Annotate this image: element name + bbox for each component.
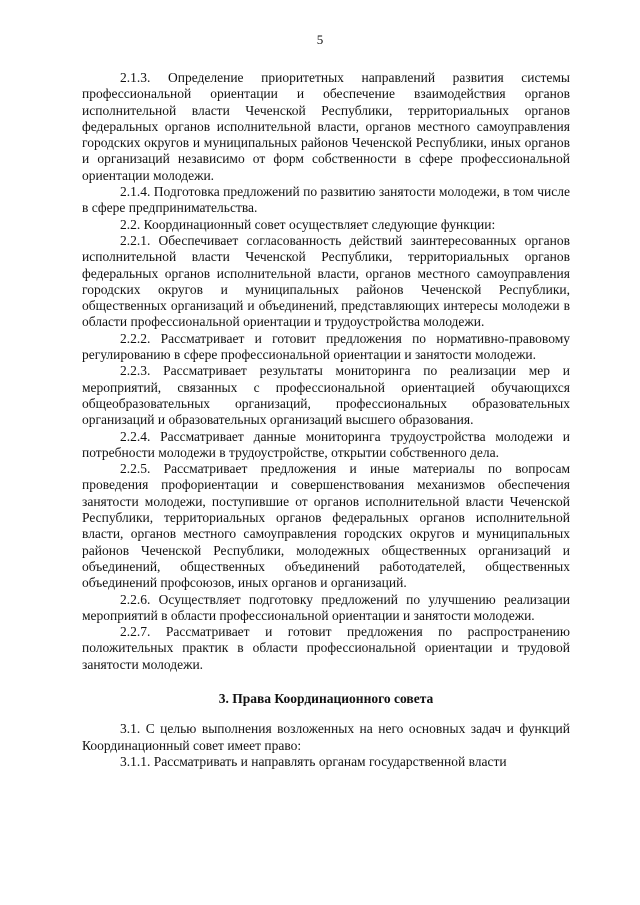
paragraph-3-1: 3.1. С целью выполнения возложенных на него основных задач и функций Координационный совет имеет право: (82, 721, 570, 753)
paragraph-2-1-3: 2.1.3. Определение приоритетных направлений развития системы профессиональной ориентации и обеспечение взаимодействия органов исполнительной власти Чеченской Республики, территориальных органов федеральных органов исполнительной власти, органов местного самоуправления городских округов и муниципальных районов Чеченской Республики, иных органов и организаций независимо от форм собственности в сфере профессиональной ориентации молодежи. (82, 70, 570, 183)
paragraph-2-2-6: 2.2.6. Осуществляет подготовку предложений по улучшению реализации мероприятий в области профессиональной ориентации и занятости молодежи. (82, 591, 570, 623)
page-number: 5 (316, 32, 324, 47)
paragraph-2-1-4: 2.1.4. Подготовка предложений по развитию занятости молодежи, в том числе в сфере предпринимательства. (82, 184, 570, 216)
paragraph-3-1-1: 3.1.1. Рассматривать и направлять органам государственной власти (120, 753, 507, 769)
paragraph-2-2-4: 2.2.4. Рассматривает данные мониторинга трудоустройства молодежи и потребности молодежи в трудоустройстве, открытии собственного дела. (82, 428, 570, 460)
paragraph-2-2-2: 2.2.2. Рассматривает и готовит предложения по нормативно-правовому регулированию в сфере профессиональной ориентации и занятости молодежи. (82, 330, 570, 363)
paragraph-2-2: 2.2. Координационный совет осуществляет следующие функции: (120, 216, 496, 232)
paragraph-2-2-5: 2.2.5. Рассматривает предложения и иные материалы по вопросам проведения профориентации и совершенствования механизмов обеспечения занятости молодежи, поступившие от органов исполнительной власти Чеченской Республики, территориальных органов федеральных органов исполнительной власти, органов местного самоуправления городских округов и муниципальных районов Чеченской Республики, молодежных общественных организаций и объединений, общественных объединений работодателей, общественных объединений профсоюзов, иных органов и организаций. (82, 461, 570, 591)
paragraph-2-2-1: 2.2.1. Обеспечивает согласованность действий заинтересованных органов исполнительной власти Чеченской Республики, территориальных органов федеральных органов исполнительной власти, органов местного самоуправления городских округов и муниципальных районов Чеченской Республики, общественных организаций и объединений, представляющих интересы молодежи в области профессиональной ориентации и трудоустройства молодежи. (82, 232, 570, 330)
paragraph-2-2-7: 2.2.7. Рассматривает и готовит предложения по распространению положительных практик в области профессиональной ориентации и трудовой занятости молодежи. (82, 624, 570, 672)
paragraph-2-2-3: 2.2.3. Рассматривает результаты мониторинга по реализации мер и мероприятий, связанных с профессиональной ориентацией обучающихся общеобразовательных организаций, профессиональных образовательных организаций и образовательных организаций высшего образования. (82, 363, 570, 428)
section-heading: 3. Права Координационного совета (218, 690, 434, 706)
document-body (82, 70, 570, 770)
